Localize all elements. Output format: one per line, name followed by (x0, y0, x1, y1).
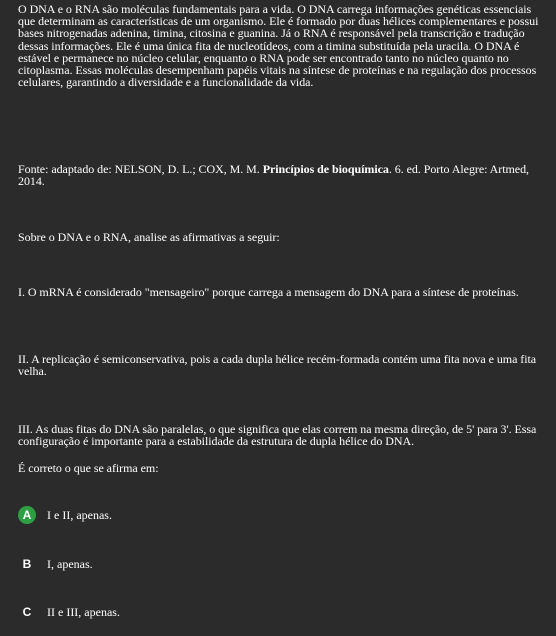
option-c-letter-badge: C (22, 604, 32, 619)
option-b-text: I, apenas. (47, 556, 93, 571)
option-a-letter-badge: A (18, 506, 36, 524)
statement-3: III. As duas fitas do DNA são paralelas, o que significa que elas correm na mesma direção, de 5' para 3'. Essa configuração é importante para a estabilidade da estrutura de dupla hélice do DNA. (18, 422, 537, 449)
question-ask: É correto o que se afirma em: (18, 461, 159, 475)
option-c[interactable] (18, 602, 120, 622)
option-c-text: II e III, apenas. (47, 604, 120, 619)
source-suffix: . 6. ed. Porto Alegre: Artmed, 2014. (18, 162, 529, 189)
option-a[interactable] (18, 505, 112, 525)
source-citation (18, 163, 543, 187)
statement-1: I. O mRNA é considerado "mensageiro" porque carrega a mensagem do DNA para a síntese de proteínas. (18, 285, 519, 299)
statement-2: II. A replicação é semiconservativa, pois a cada dupla hélice recém-formada contém uma fita nova e uma fita velha. (18, 352, 537, 379)
source-book-title: Princípios de bioquímica (262, 162, 389, 176)
option-b[interactable] (18, 554, 93, 574)
intro-paragraph: O DNA e o RNA são moléculas fundamentais para a vida. O DNA carrega informações genéticas essenciais que determinam as características de um organismo. Ele é formado por duas hélices complementares e possui bases nitrogenadas adenina, timina, citosina e guanina. Já o RNA é responsável pela transcrição e tradução dessas informações. Ele é uma única fita de nucleotídeos, com a timina substituída pela uracila. O DNA é estável e permanece no núcleo celular, enquanto o RNA pode ser encontrado tanto no núcleo quanto no citoplasma. Essas moléculas desempenham papéis vitais na síntese de proteínas e na regulação dos processos celulares, garantindo a diversidade e a funcionalidade da vida. (18, 2, 539, 90)
question-prompt: Sobre o DNA e o RNA, analise as afirmativas a seguir: (18, 230, 280, 244)
option-b-letter-badge: B (22, 556, 32, 571)
source-prefix: Fonte: adaptado de: NELSON, D. L.; COX, M. M. (18, 162, 263, 176)
option-a-text: I e II, apenas. (47, 507, 112, 522)
